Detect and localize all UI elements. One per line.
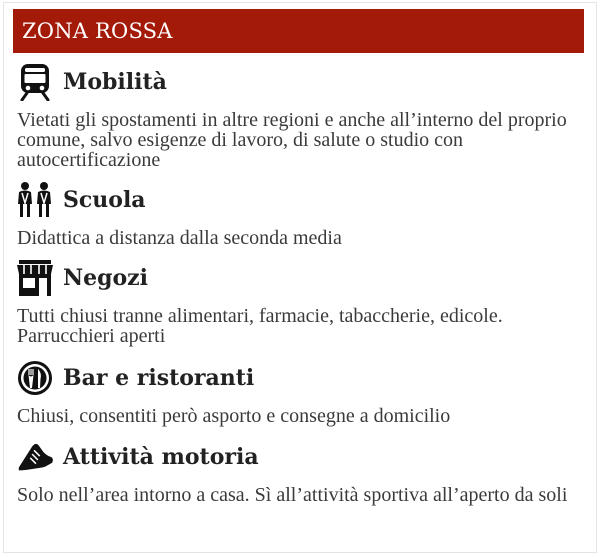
- section-text: Solo nell’area intorno a casa. Sì all’attività sportiva all’aperto da soli: [17, 484, 568, 506]
- section-heading: [15, 437, 580, 477]
- students-icon: [15, 180, 55, 220]
- section-title: Negozi: [63, 265, 149, 291]
- section-scuola: [15, 180, 580, 248]
- section-text: Didattica a distanza dalla seconda media: [17, 227, 342, 249]
- section-text: Tutti chiusi tranne alimentari, farmacie, tabaccherie, edicole. Parrucchieri aperti: [17, 305, 503, 347]
- section-title: Bar e ristoranti: [63, 365, 255, 391]
- section-heading: [15, 180, 580, 220]
- section-negozi: [15, 258, 580, 346]
- section-title: Attività motoria: [63, 444, 259, 470]
- shop-icon: [15, 258, 55, 298]
- section-attivita-motoria: [15, 437, 580, 505]
- section-heading: [15, 358, 580, 398]
- section-text: Chiusi, consentiti però asporto e consegne a domicilio: [17, 405, 451, 427]
- section-title: Mobilità: [63, 69, 167, 95]
- section-text: Vietati gli spostamenti in altre regioni e anche all’interno del proprio comune, salvo esigenze di lavoro, di salute o studio con autocertificazione: [17, 109, 567, 171]
- train-icon: [15, 62, 55, 102]
- section-heading: [15, 258, 580, 298]
- section-heading: [15, 62, 580, 102]
- zona-header: [13, 9, 584, 53]
- section-title: Scuola: [63, 187, 146, 213]
- running-shoe-icon: [15, 437, 55, 477]
- zona-title: ZONA ROSSA: [22, 19, 173, 43]
- section-mobilita: [15, 62, 580, 170]
- section-bar-ristoranti: [15, 358, 580, 426]
- restaurant-icon: [15, 358, 55, 398]
